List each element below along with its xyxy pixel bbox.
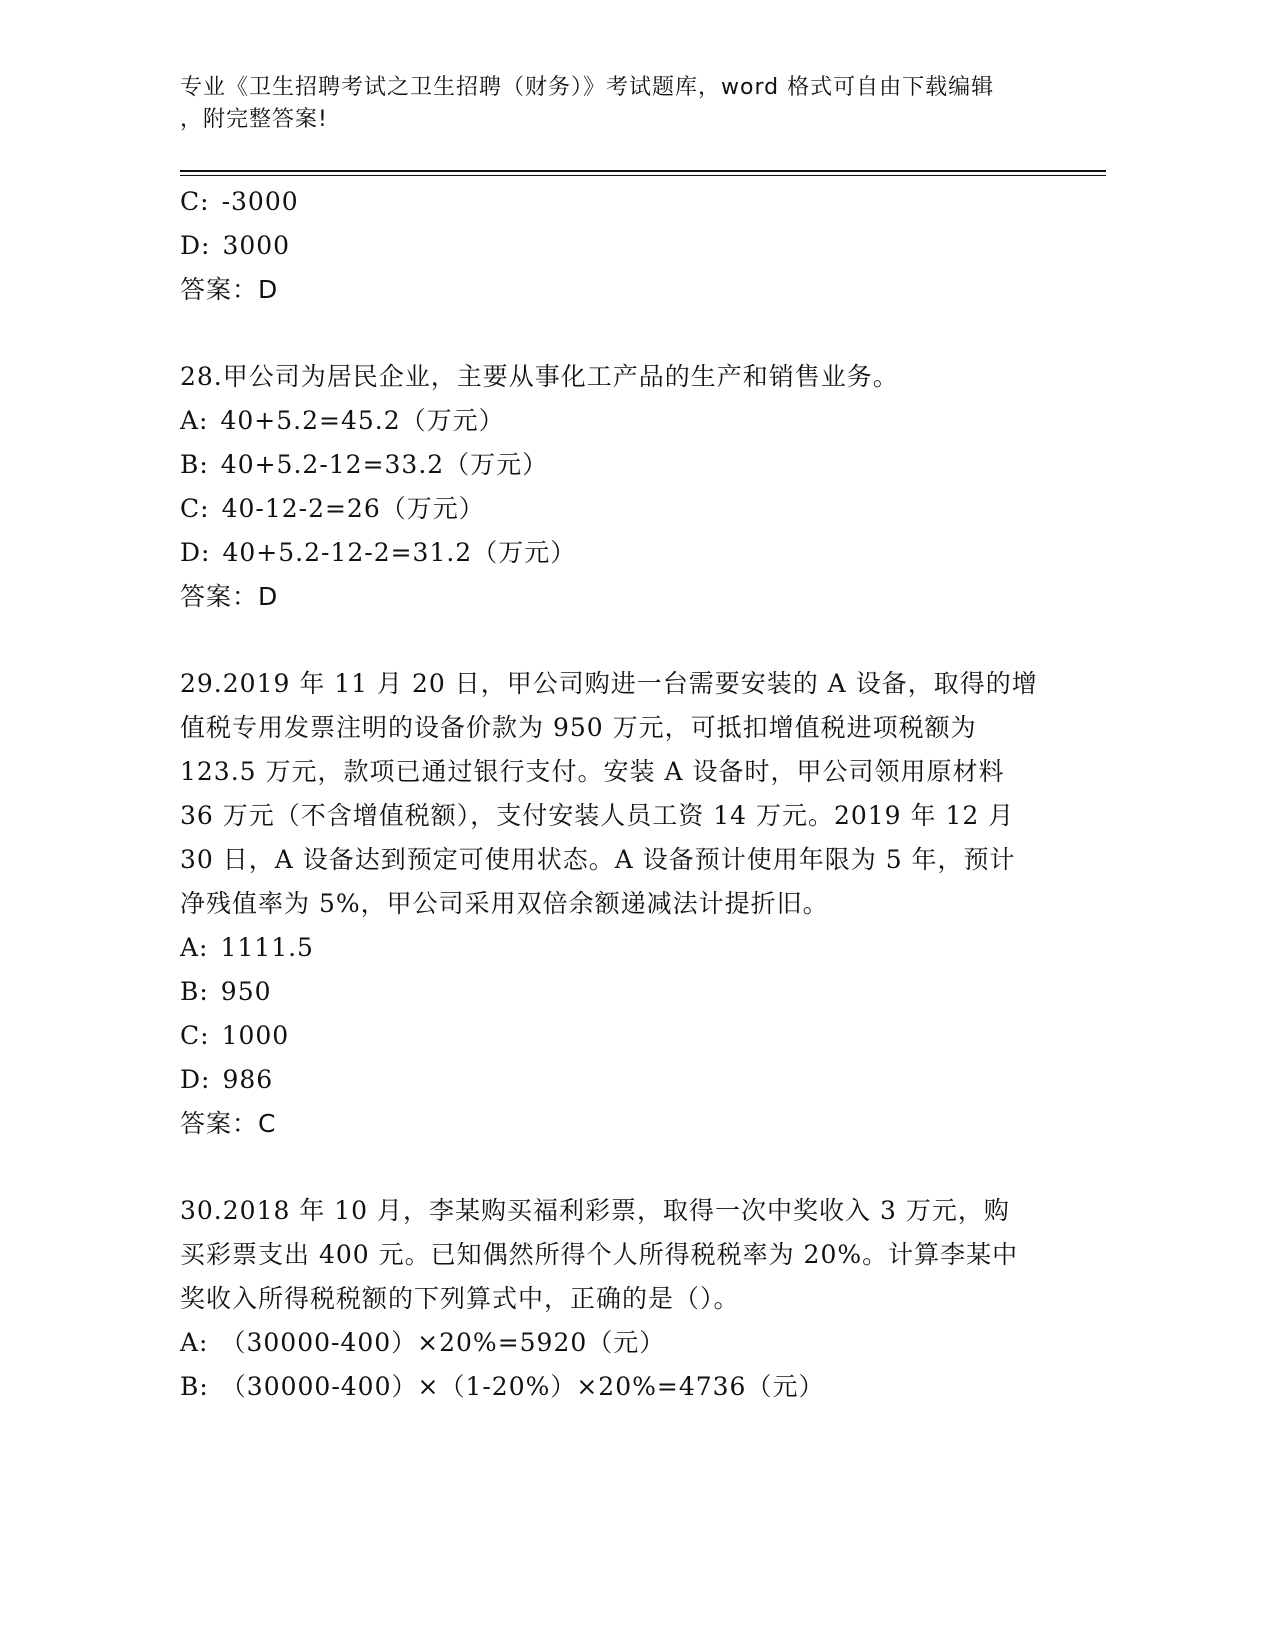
option-text: 3000	[222, 231, 291, 260]
option-text: 1000	[221, 1021, 290, 1050]
stem-line: 30 日，A 设备达到预定可使用状态。A 设备预计使用年限为 5 年，预计	[180, 845, 1016, 874]
option-label: C:	[180, 494, 210, 523]
option-a	[180, 1321, 1040, 1365]
option-label: A:	[180, 1328, 209, 1357]
header-line-2: ，附完整答案!	[180, 107, 328, 132]
option-d	[180, 1058, 1040, 1102]
option-label: C:	[180, 187, 210, 216]
header-divider-thin	[180, 175, 1106, 176]
stem-line: 30.2018 年 10 月，李某购买福利彩票，取得一次中奖收入 3 万元，购	[180, 1196, 1010, 1225]
answer-line: 答案：C	[180, 1109, 277, 1138]
answer-line: 答案：D	[180, 275, 279, 304]
option-c	[180, 180, 1040, 224]
answer-line: 答案：D	[180, 582, 279, 611]
option-text: 40-12-2=26（万元）	[221, 494, 485, 523]
page-header	[180, 72, 1040, 136]
question-29	[180, 662, 1040, 1146]
option-b	[180, 1365, 1040, 1409]
option-label: D:	[180, 1065, 211, 1094]
option-text: （30000-400）×（1-20%）×20%=4736（元）	[220, 1372, 825, 1401]
option-d	[180, 224, 1040, 268]
option-c	[180, 1014, 1040, 1058]
option-c	[180, 487, 1040, 531]
stem-line: 28.甲公司为居民企业，主要从事化工产品的生产和销售业务。	[180, 362, 899, 391]
option-text: -3000	[221, 187, 299, 216]
question-stem	[180, 662, 1040, 926]
question-prev-tail	[180, 180, 1040, 312]
option-label: A:	[180, 933, 209, 962]
option-text: 986	[222, 1065, 274, 1094]
stem-line: 29.2019 年 11 月 20 日，甲公司购进一台需要安装的 A 设备，取得的增	[180, 669, 1038, 698]
option-text: 40+5.2-12-2=31.2（万元）	[222, 538, 577, 567]
header-divider-thick	[180, 170, 1106, 172]
question-28	[180, 355, 1040, 619]
option-label: D:	[180, 538, 211, 567]
question-content	[180, 180, 1040, 1409]
option-text: 40+5.2=45.2（万元）	[220, 406, 505, 435]
stem-line: 净残值率为 5%，甲公司采用双倍余额递减法计提折旧。	[180, 889, 829, 918]
option-text: 40+5.2-12=33.2（万元）	[220, 450, 549, 479]
spacer	[180, 312, 1040, 355]
header-line-1: 专业《卫生招聘考试之卫生招聘（财务）》考试题库，word 格式可自由下载编辑	[180, 75, 995, 100]
option-label: A:	[180, 406, 209, 435]
stem-line: 买彩票支出 400 元。已知偶然所得个人所得税税率为 20%。计算李某中	[180, 1240, 1019, 1269]
option-label: B:	[180, 450, 209, 479]
stem-line: 奖收入所得税税额的下列算式中，正确的是（）。	[180, 1284, 740, 1313]
spacer	[180, 619, 1040, 662]
stem-line: 36 万元（不含增值税额），支付安装人员工资 14 万元。2019 年 12 月	[180, 801, 1015, 830]
option-text: 950	[220, 977, 272, 1006]
option-b	[180, 970, 1040, 1014]
question-stem	[180, 355, 1040, 399]
option-label: B:	[180, 977, 209, 1006]
question-30	[180, 1189, 1040, 1409]
question-stem	[180, 1189, 1040, 1321]
option-a	[180, 926, 1040, 970]
spacer	[180, 1146, 1040, 1189]
option-label: C:	[180, 1021, 210, 1050]
option-label: D:	[180, 231, 211, 260]
option-label: B:	[180, 1372, 209, 1401]
stem-line: 值税专用发票注明的设备价款为 950 万元，可抵扣增值税进项税额为	[180, 713, 977, 742]
stem-line: 123.5 万元，款项已通过银行支付。安装 A 设备时，甲公司领用原材料	[180, 757, 1005, 786]
option-text: （30000-400）×20%=5920（元）	[220, 1328, 666, 1357]
option-b	[180, 443, 1040, 487]
option-a	[180, 399, 1040, 443]
option-text: 1111.5	[220, 933, 314, 962]
option-d	[180, 531, 1040, 575]
